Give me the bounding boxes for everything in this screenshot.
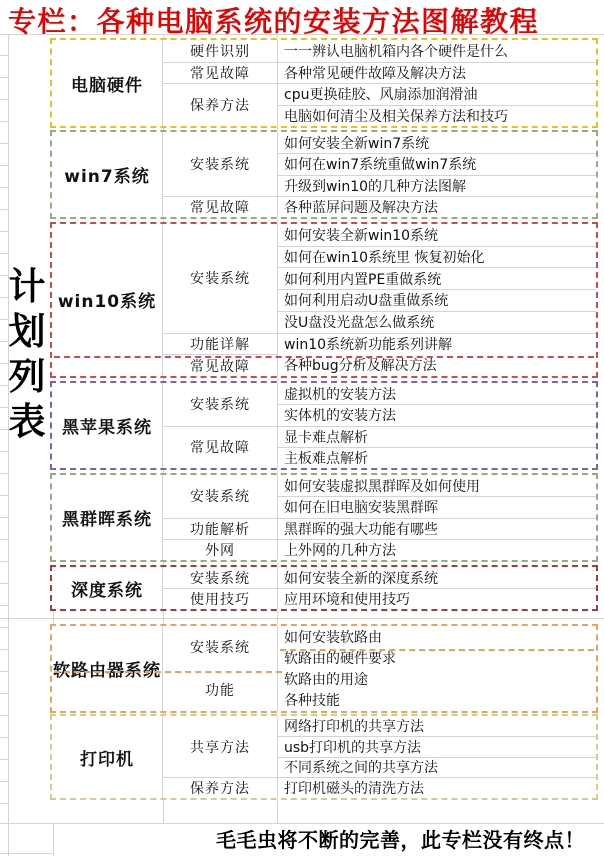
- section-1: [50, 130, 598, 219]
- section-0: [50, 38, 598, 128]
- plan-item: 如何在win10系统里 恢复初始化: [278, 246, 596, 268]
- footer-note: 毛毛虫将不断的完善，此专栏没有终点！: [216, 828, 585, 852]
- plan-item: 软路由的硬件要求: [284, 650, 396, 667]
- section-3: [50, 381, 598, 470]
- group-label: 常见故障: [163, 354, 278, 376]
- plan-item: 如何安装全新的深度系统: [284, 570, 438, 587]
- group-label: 安装系统: [163, 132, 278, 196]
- group-label: 功能: [163, 669, 278, 712]
- plan-item: 如何利用内置PE重做系统: [278, 267, 596, 289]
- section-category-label: 电脑硬件: [52, 40, 163, 126]
- plan-item: usb打印机的共享方法: [278, 736, 596, 756]
- section-7: [50, 714, 598, 800]
- plan-item: 打印机磁头的清洗方法: [278, 777, 596, 798]
- group-label: 常见故障: [163, 426, 278, 469]
- plan-item: 各种常见硬件故障及解决方法: [278, 62, 596, 84]
- plan-list-vertical-title: [6, 264, 48, 444]
- group-label: 外网: [163, 539, 278, 560]
- plan-item: cpu更换硅胶、风扇添加润滑油: [278, 83, 596, 105]
- page-title: 专栏：各种电脑系统的安装方法图解教程: [8, 5, 540, 38]
- plan-item: 各种技能: [284, 693, 340, 710]
- plan-item: 软路由的用途: [284, 672, 368, 689]
- plan-item: 黑群晖的强大功能有哪些: [278, 518, 596, 539]
- section-category-label: 深度系统: [52, 567, 163, 609]
- group-label: 功能详解: [163, 333, 278, 355]
- section-category-label: 黑苹果系统: [52, 383, 163, 468]
- plan-item: 如何安装虚拟黑群晖及如何使用: [284, 478, 480, 495]
- group-label: 保养方法: [163, 83, 278, 126]
- group-label: 保养方法: [163, 777, 278, 798]
- plan-item: 各种bug分析及解决方法: [284, 358, 437, 375]
- section-category-label: win7系统: [52, 132, 163, 217]
- section-2: [50, 222, 598, 378]
- section-category-label: 软路由器系统: [52, 626, 163, 711]
- group-label: 安装系统: [163, 626, 278, 669]
- group-label: 常见故障: [163, 196, 278, 217]
- vertical-title-char: 划: [8, 310, 46, 353]
- group-label: 常见故障: [163, 62, 278, 84]
- plan-item: 主板难点解析: [278, 447, 596, 468]
- section-category-label: 打印机: [52, 716, 163, 798]
- plan-item: 如何安装全新win10系统: [284, 227, 439, 244]
- plan-item: 如何安装全新win7系统: [284, 135, 430, 152]
- group-label: 安装系统: [163, 567, 278, 588]
- group-label: 安装系统: [163, 383, 278, 426]
- plan-item: 实体机的安装方法: [278, 404, 596, 425]
- section-6: [50, 624, 598, 713]
- plan-item: 显卡难点解析: [278, 426, 596, 447]
- plan-item: 如何在win7系统重做win7系统: [278, 153, 596, 174]
- group-label: 安装系统: [163, 224, 278, 333]
- group-label: 共享方法: [163, 716, 278, 777]
- section-category-label: 黑群晖系统: [52, 475, 163, 560]
- plan-item: 上外网的几种方法: [278, 539, 596, 560]
- plan-item: 没U盘没光盘怎么做系统: [278, 311, 596, 333]
- section-divider-line: [280, 649, 594, 651]
- group-label: 硬件识别: [163, 40, 278, 62]
- section-4: [50, 473, 598, 562]
- plan-item: 如何安装软路由: [284, 629, 382, 646]
- vertical-title-char: 列: [8, 355, 46, 398]
- section-category-label: win10系统: [52, 224, 163, 376]
- plan-item: win10系统新功能系列讲解: [278, 333, 596, 355]
- plan-item: 电脑如何清尘及相关保养方法和技巧: [278, 105, 596, 127]
- plan-item: 一一辨认电脑机箱内各个硬件是什么: [284, 43, 508, 60]
- plan-item: 如何利用启动U盘重做系统: [278, 289, 596, 311]
- plan-item: 升级到win10的几种方法图解: [278, 175, 596, 196]
- plan-item: 各种蓝屏问题及解决方法: [278, 196, 596, 217]
- vertical-title-char: 表: [8, 400, 46, 443]
- plan-item: 不同系统之间的共享方法: [278, 757, 596, 777]
- group-label: 使用技巧: [163, 588, 278, 609]
- plan-item: 虚拟机的安装方法: [284, 386, 396, 403]
- section-divider-line: [54, 671, 282, 673]
- plan-item: 如何在旧电脑安装黑群晖: [278, 496, 596, 517]
- section-5: [50, 565, 598, 611]
- plan-item: 应用环境和使用技巧: [278, 588, 596, 609]
- section-divider-line: [54, 356, 594, 358]
- group-label: 功能解析: [163, 518, 278, 539]
- vertical-title-char: 计: [8, 265, 46, 308]
- plan-item: 网络打印机的共享方法: [284, 719, 424, 736]
- group-label: 安装系统: [163, 475, 278, 518]
